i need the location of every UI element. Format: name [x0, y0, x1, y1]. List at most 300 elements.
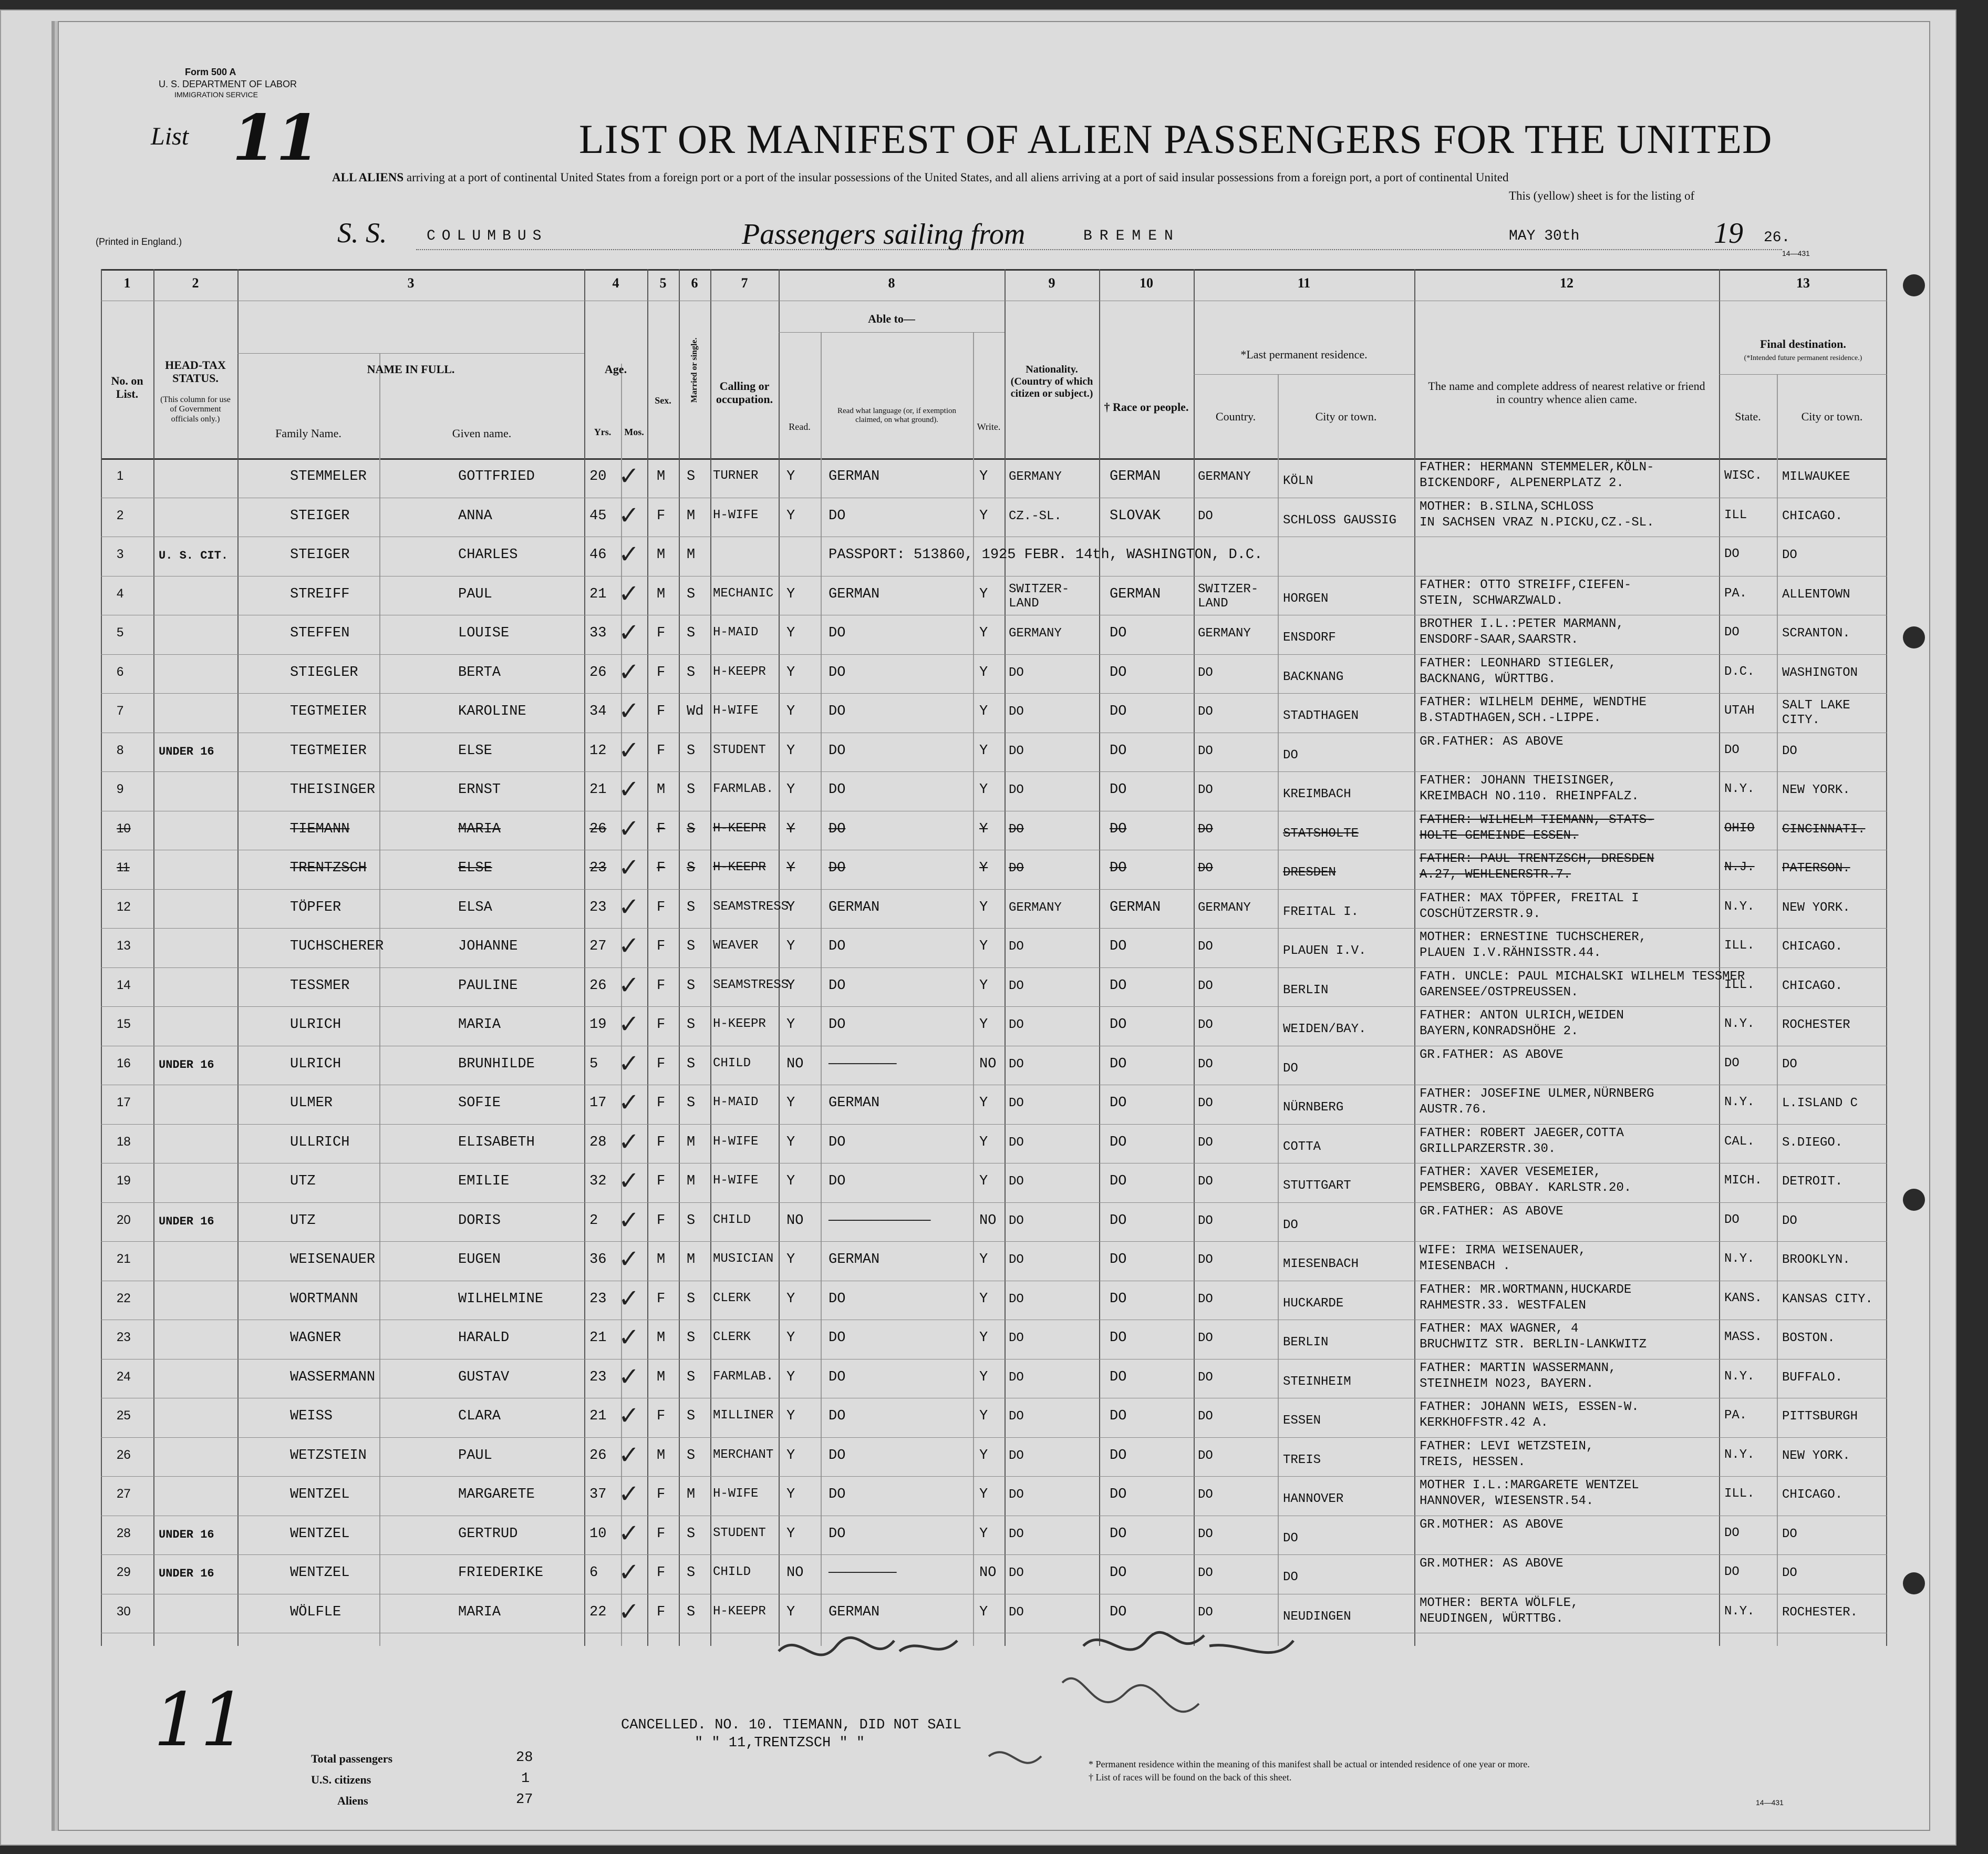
age-years: 17: [589, 1095, 607, 1111]
age-years: 23: [589, 1291, 607, 1307]
destination-city: CHICAGO.: [1782, 1488, 1843, 1502]
row-number: 16: [117, 1056, 131, 1070]
sex: F: [657, 977, 666, 994]
row-number: 7: [117, 704, 124, 718]
marital-status: S: [687, 1447, 696, 1464]
read: Y: [786, 1369, 795, 1385]
destination-state: WISC.: [1724, 469, 1763, 483]
occupation: SEAMSTRESS: [713, 899, 789, 914]
relative-line-1: GR.FATHER: AS ABOVE: [1420, 1047, 1564, 1062]
relative-line-1: FATHER: ROBERT JAEGER,COTTA: [1420, 1126, 1624, 1140]
given-name: WILHELMINE: [458, 1291, 544, 1307]
header-rule: [779, 332, 1005, 333]
sex: F: [657, 1017, 666, 1033]
age-years: 27: [589, 939, 607, 954]
us-citizens-label: U.S. citizens: [311, 1773, 371, 1786]
header-country: Country.: [1215, 410, 1256, 423]
occupation: H-KEEPR: [713, 860, 766, 874]
col-number: 3: [407, 275, 415, 291]
destination-city: CHICAGO.: [1782, 978, 1843, 993]
nationality: DO: [1009, 1370, 1024, 1385]
destination-state: DO: [1724, 625, 1739, 640]
footnote-residence: * Permanent residence within the meaning of this manifest shall be actual or intended residence of one year or more.: [1089, 1759, 1530, 1769]
nationality: DO: [1009, 1448, 1024, 1463]
occupation: STUDENT: [713, 743, 766, 757]
relative-line-2: PLAUEN I.V.RÄHNISSTR.44.: [1420, 946, 1601, 960]
sex: M: [657, 469, 666, 485]
nationality: DO: [1009, 665, 1024, 680]
race: DO: [1110, 704, 1127, 719]
residence-country: DO: [1198, 1175, 1213, 1189]
destination-city: ROCHESTER: [1782, 1018, 1850, 1032]
residence-country: DO: [1198, 665, 1213, 680]
destination-state: N.Y.: [1724, 1447, 1755, 1462]
header-mos: Mos.: [624, 427, 644, 437]
age-years: 26: [589, 977, 607, 994]
residence-country: GERMANY: [1198, 900, 1251, 915]
destination-city: DO: [1782, 1527, 1797, 1541]
race: DO: [1110, 1095, 1127, 1111]
race: DO: [1110, 1447, 1127, 1464]
table-row: [101, 1320, 1887, 1359]
col-number: 1: [123, 275, 131, 291]
col-number: 13: [1796, 275, 1810, 291]
age-years: 33: [589, 625, 607, 641]
table-row: [101, 967, 1887, 1007]
write: Y: [979, 1134, 988, 1150]
residence-country: DO: [1198, 1213, 1213, 1228]
residence-country: GERMANY: [1198, 470, 1251, 484]
marital-status: S: [687, 782, 696, 798]
write: Y: [979, 1095, 988, 1111]
sex: F: [657, 1604, 666, 1620]
check-mark: ✓: [618, 970, 640, 1000]
relative-line-1: FATHER: XAVER VESEMEIER,: [1420, 1165, 1601, 1179]
marital-status: S: [687, 469, 696, 485]
occupation: FARMLAB.: [713, 1369, 774, 1384]
residence-country: DO: [1198, 978, 1213, 993]
sex: F: [657, 625, 666, 641]
row-number: 2: [117, 508, 124, 522]
relative-line-2: HOLTE GEMEINDE ESSEN.: [1420, 828, 1579, 843]
header-nationality: Nationality. (Country of which citizen or subject.): [1010, 364, 1093, 399]
residence-country: DO: [1198, 1488, 1213, 1502]
relative-line-2: ENSDORF-SAAR,SAARSTR.: [1420, 633, 1579, 647]
nationality: DO: [1009, 783, 1024, 797]
write: Y: [979, 782, 988, 798]
relative-line-2: IN SACHSEN VRAZ N.PICKU,CZ.-SL.: [1420, 515, 1654, 530]
destination-state: KANS.: [1724, 1291, 1763, 1305]
sex: F: [657, 821, 666, 837]
destination-city: DO: [1782, 1057, 1797, 1072]
destination-state: N.J.: [1724, 860, 1755, 874]
row-number: 23: [117, 1330, 131, 1344]
occupation: H-KEEPR: [713, 821, 766, 836]
col-number: 10: [1140, 275, 1153, 291]
relative-line-2: BICKENDORF, ALPENERPLATZ 2.: [1420, 476, 1624, 490]
family-name: TIEMANN: [290, 821, 350, 837]
residence-city: DO: [1283, 1570, 1298, 1584]
nationality: DO: [1009, 1253, 1024, 1267]
binder-hole: [1903, 1189, 1925, 1211]
write: Y: [979, 664, 988, 681]
marital-status: S: [687, 1604, 696, 1620]
marital-status: S: [687, 625, 696, 641]
residence-country: DO: [1198, 1057, 1213, 1072]
sex: F: [657, 1056, 666, 1072]
nationality: DO: [1009, 1292, 1024, 1306]
given-name: CLARA: [458, 1408, 501, 1424]
check-mark: ✓: [618, 892, 640, 922]
header-read: Read.: [789, 421, 811, 432]
check-mark: ✓: [618, 735, 640, 765]
marital-status: S: [687, 664, 696, 681]
cancellation-note-1: CANCELLED. NO. 10. TIEMANN, DID NOT SAIL: [621, 1717, 962, 1733]
occupation: TURNER: [713, 469, 759, 483]
read-language: DO: [829, 1134, 846, 1150]
read-language: GERMAN: [829, 1095, 880, 1111]
family-name: TRENTZSCH: [290, 860, 367, 876]
age-years: 23: [589, 899, 607, 915]
read: Y: [786, 1408, 795, 1424]
ss-label: S. S.: [337, 217, 387, 249]
list-label: List: [151, 122, 189, 150]
write: NO: [979, 1212, 997, 1229]
age-years: 26: [589, 1447, 607, 1464]
family-name: TUCHSCHERER: [290, 939, 384, 954]
destination-city: SCRANTON.: [1782, 626, 1850, 641]
family-name: STIEGLER: [290, 664, 358, 681]
family-name: THEISINGER: [290, 782, 376, 798]
destination-city: DO: [1782, 744, 1797, 758]
race: DO: [1110, 1526, 1127, 1542]
family-name: STREIFF: [290, 586, 350, 602]
destination-city: BUFFALO.: [1782, 1370, 1843, 1385]
relative-line-2: NEUDINGEN, WÜRTTBG.: [1420, 1611, 1564, 1626]
read-language: DO: [829, 508, 846, 524]
relative-line-2: GRILLPARZERSTR.30.: [1420, 1141, 1556, 1156]
occupation: CHILD: [713, 1212, 751, 1227]
row-number: 27: [117, 1487, 131, 1501]
nationality: DO: [1009, 1135, 1024, 1150]
table-row: [101, 1476, 1887, 1516]
marital-status: S: [687, 860, 696, 876]
destination-city: S.DIEGO.: [1782, 1135, 1843, 1150]
residence-country: DO: [1198, 509, 1213, 523]
marital-status: S: [687, 1212, 696, 1229]
marital-status: Wd: [687, 704, 704, 719]
header-no-on-list: No. on List.: [111, 374, 143, 401]
col-number: 2: [192, 275, 199, 291]
service: IMMIGRATION SERVICE: [174, 90, 258, 99]
read: Y: [786, 586, 795, 602]
family-name: ULMER: [290, 1095, 333, 1111]
race: DO: [1110, 977, 1127, 994]
check-mark: ✓: [618, 1244, 640, 1274]
write: Y: [979, 1447, 988, 1464]
relative-line-1: MOTHER I.L.:MARGARETE WENTZEL: [1420, 1478, 1639, 1492]
instruction-line: [332, 171, 1908, 184]
marital-status: S: [687, 899, 696, 915]
occupation: H-WIFE: [713, 1134, 759, 1149]
family-name: WENTZEL: [290, 1565, 350, 1581]
read-language: DO: [829, 977, 846, 994]
check-mark: ✓: [618, 1127, 640, 1157]
read: Y: [786, 1134, 795, 1150]
residence-city: COTTA: [1283, 1139, 1321, 1154]
relative-line-2: KREIMBACH NO.110. RHEINPFALZ.: [1420, 789, 1639, 804]
read: Y: [786, 1526, 795, 1542]
sex: F: [657, 1291, 666, 1307]
relative-line-1: FATHER: WILHELM TIEMANN, STATS-: [1420, 812, 1654, 827]
given-name: ELISABETH: [458, 1134, 535, 1150]
write: Y: [979, 1017, 988, 1033]
relative-line-1: FATHER: MR.WORTMANN,HUCKARDE: [1420, 1282, 1632, 1297]
destination-state: MASS.: [1724, 1330, 1763, 1344]
relative-line-1: FATHER: MAX TÖPFER, FREITAL I: [1420, 891, 1639, 905]
total-passengers-value: 28: [516, 1750, 533, 1766]
row-number: 28: [117, 1526, 131, 1540]
table-row: [101, 537, 1887, 576]
residence-city: NÜRNBERG: [1283, 1100, 1344, 1115]
age-years: 21: [589, 1330, 607, 1346]
nationality: DO: [1009, 1096, 1024, 1110]
marital-status: M: [687, 1173, 696, 1189]
given-name: ELSE: [458, 860, 492, 876]
read: Y: [786, 625, 795, 641]
write: Y: [979, 704, 988, 719]
age-years: 36: [589, 1252, 607, 1268]
header-given-name: Given name.: [452, 427, 512, 440]
nationality: DO: [1009, 1175, 1024, 1189]
sex: M: [657, 1369, 666, 1385]
read: Y: [786, 1447, 795, 1464]
age-years: 37: [589, 1487, 607, 1502]
relative-line-1: MOTHER: B.SILNA,SCHLOSS: [1420, 499, 1594, 514]
sex: F: [657, 1487, 666, 1502]
list-number: 11: [232, 101, 320, 175]
table-row: [101, 1516, 1887, 1555]
race: DO: [1110, 1291, 1127, 1307]
relative-line-2: A.27, WEHLENERSTR.7.: [1420, 868, 1571, 882]
read: Y: [786, 1604, 795, 1620]
read-language: DO: [829, 860, 846, 876]
residence-city: SCHLOSS GAUSSIG: [1283, 513, 1397, 528]
row-number: 17: [117, 1095, 131, 1109]
row-number: 20: [117, 1212, 131, 1227]
residence-country: DO: [1198, 744, 1213, 758]
family-name: STEIGER: [290, 508, 350, 524]
nationality: DO: [1009, 1057, 1024, 1072]
residence-country: GERMANY: [1198, 626, 1251, 641]
marital-status: S: [687, 743, 696, 759]
destination-city: PITTSBURGH: [1782, 1409, 1858, 1424]
write: Y: [979, 469, 988, 485]
check-mark: ✓: [618, 1048, 640, 1078]
col-number: 11: [1297, 275, 1311, 291]
relative-line-1: GR.FATHER: AS ABOVE: [1420, 1204, 1564, 1219]
relative-line-1: FATHER: JOHANN THEISINGER,: [1420, 774, 1617, 788]
relative-line-1: FATHER: HERMANN STEMMELER,KÖLN-: [1420, 460, 1654, 475]
read-language: DO: [829, 1369, 846, 1385]
residence-city: DO: [1283, 1531, 1298, 1546]
race: DO: [1110, 1212, 1127, 1229]
destination-city: DETROIT.: [1782, 1175, 1843, 1189]
read: Y: [786, 1330, 795, 1346]
destination-state: DO: [1724, 547, 1739, 561]
relative-line-1: WIFE: IRMA WEISENAUER,: [1420, 1243, 1586, 1258]
read-language: DO: [829, 1017, 846, 1033]
header-city: City or town.: [1315, 410, 1377, 423]
destination-city: L.ISLAND C: [1782, 1096, 1858, 1110]
family-name: TESSMER: [290, 977, 350, 994]
write: Y: [979, 1408, 988, 1424]
race: DO: [1110, 625, 1127, 641]
check-mark: ✓: [618, 1088, 640, 1117]
header-rule: [1719, 374, 1887, 375]
row-number: 14: [117, 977, 131, 992]
marital-status: M: [687, 1134, 696, 1150]
family-name: UTZ: [290, 1212, 316, 1229]
residence-city: BERLIN: [1283, 983, 1329, 997]
residence-country: DO: [1198, 1370, 1213, 1385]
read: Y: [786, 1017, 795, 1033]
residence-country: DO: [1198, 1566, 1213, 1580]
read-language: DO: [829, 1487, 846, 1502]
sheet-note: This (yellow) sheet is for the listing of: [1509, 189, 1695, 202]
destination-state: N.Y.: [1724, 1017, 1755, 1031]
given-name: SOFIE: [458, 1095, 501, 1111]
occupation: MUSICIAN: [713, 1252, 774, 1266]
race: DO: [1110, 1487, 1127, 1502]
read: Y: [786, 1095, 795, 1111]
row-number: 19: [117, 1173, 131, 1188]
given-name: PAULINE: [458, 977, 518, 994]
family-name: TÖPFER: [290, 899, 341, 915]
table-row: [101, 733, 1887, 772]
col-number: 8: [888, 275, 895, 291]
family-name: UTZ: [290, 1173, 316, 1189]
check-mark: ✓: [618, 540, 640, 569]
occupation: SEAMSTRESS: [713, 977, 789, 992]
write: NO: [979, 1565, 997, 1581]
table-row: [101, 458, 1887, 498]
sailing-date: MAY 30th: [1509, 228, 1580, 244]
destination-city: DO: [1782, 1566, 1797, 1580]
residence-city: NEUDINGEN: [1283, 1609, 1351, 1624]
race: GERMAN: [1110, 586, 1161, 602]
col-number: 6: [691, 275, 698, 291]
age-years: 19: [589, 1017, 607, 1033]
read: Y: [786, 860, 795, 876]
age-years: 26: [589, 821, 607, 837]
relative-line-2: MIESENBACH .: [1420, 1259, 1510, 1273]
read-language: DO: [829, 1330, 846, 1346]
residence-country: DO: [1198, 1448, 1213, 1463]
relative-line-2: RAHMESTR.33. WESTFALEN: [1420, 1298, 1586, 1313]
check-mark: ✓: [618, 1518, 640, 1548]
read-language: PASSPORT: 513860, 1925 FEBR. 14th, WASHINGTON, D.C.: [829, 547, 1263, 563]
head-tax-status: UNDER 16: [159, 745, 214, 758]
nationality: DO: [1009, 744, 1024, 758]
table-row: [101, 1554, 1887, 1594]
row-number: 3: [117, 547, 124, 561]
destination-city: NEW YORK.: [1782, 783, 1850, 797]
given-name: MARIA: [458, 1604, 501, 1620]
marital-status: S: [687, 586, 696, 602]
check-mark: ✓: [618, 1362, 640, 1392]
relative-line-2: B.STADTHAGEN,SCH.-LIPPE.: [1420, 711, 1601, 725]
head-tax-status: UNDER 16: [159, 1058, 214, 1072]
family-name: ULRICH: [290, 1056, 341, 1072]
check-mark: ✓: [618, 1596, 640, 1626]
destination-city: PATERSON.: [1782, 861, 1850, 876]
family-name: WASSERMANN: [290, 1369, 376, 1385]
col-number: 5: [659, 275, 667, 291]
row-number: 5: [117, 625, 124, 640]
header-head-tax: HEAD-TAX STATUS.: [165, 358, 226, 385]
header-rule: [416, 249, 1782, 250]
table-row: [101, 1085, 1887, 1124]
family-name: WÖLFLE: [290, 1604, 341, 1620]
check-mark: ✓: [618, 1479, 640, 1509]
write: Y: [979, 625, 988, 641]
destination-state: DO: [1724, 1565, 1739, 1579]
relative-line-2: BACKNANG, WÜRTTBG.: [1420, 672, 1556, 686]
given-name: EUGEN: [458, 1252, 501, 1268]
relative-line-2: STEINHEIM NO23, BAYERN.: [1420, 1376, 1594, 1391]
header-sex: Sex.: [655, 395, 671, 406]
sex: F: [657, 1526, 666, 1542]
row-number: 9: [117, 782, 124, 796]
read-language: ————————————: [829, 1212, 931, 1229]
residence-city: TREIS: [1283, 1453, 1321, 1467]
check-mark: ✓: [618, 461, 640, 491]
residence-city: MIESENBACH: [1283, 1257, 1359, 1271]
age-years: 22: [589, 1604, 607, 1620]
nationality: DO: [1009, 1605, 1024, 1620]
sex: F: [657, 508, 666, 524]
relative-line-2: HANNOVER, WIESENSTR.54.: [1420, 1494, 1594, 1508]
read: Y: [786, 899, 795, 915]
residence-city: WEIDEN/BAY.: [1283, 1022, 1366, 1036]
us-citizens-value: 1: [521, 1771, 530, 1787]
table-row: [101, 1241, 1887, 1281]
read: Y: [786, 469, 795, 485]
relative-line-2: BRUCHWITZ STR. BERLIN-LANKWITZ: [1420, 1337, 1647, 1352]
residence-country: DO: [1198, 1292, 1213, 1306]
nationality: DO: [1009, 822, 1024, 837]
sex: F: [657, 1173, 666, 1189]
occupation: H-WIFE: [713, 1487, 759, 1501]
marital-status: M: [687, 1252, 696, 1268]
marital-status: S: [687, 1056, 696, 1072]
header-write: Write.: [977, 421, 1001, 432]
family-name: ULRICH: [290, 1017, 341, 1033]
header-last-residence: *Last permanent residence.: [1240, 348, 1368, 361]
write: Y: [979, 1526, 988, 1542]
ship-name: COLUMBUS: [427, 228, 548, 244]
given-name: KAROLINE: [458, 704, 526, 719]
nationality: DO: [1009, 1409, 1024, 1424]
occupation: MECHANIC: [713, 586, 774, 601]
write: Y: [979, 821, 988, 837]
table-row: [101, 576, 1887, 615]
occupation: CHILD: [713, 1565, 751, 1579]
race: DO: [1110, 821, 1127, 837]
read-language: DO: [829, 821, 846, 837]
race: GERMAN: [1110, 899, 1161, 915]
